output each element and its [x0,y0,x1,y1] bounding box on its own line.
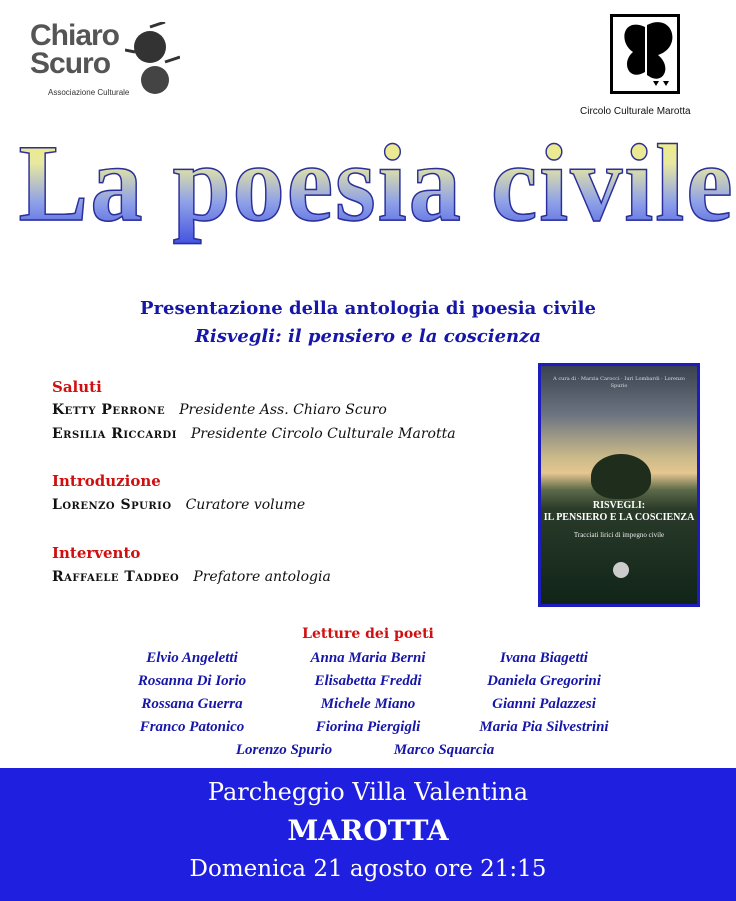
tree-image [591,454,651,499]
entry-role: Presidente Ass. Chiaro Scuro [179,402,387,418]
entry-role: Presidente Circolo Culturale Marotta [190,426,456,442]
entry-name: Lorenzo Spurio [52,497,172,513]
circolo-marotta-logo [610,14,680,94]
ink-splash-icon [125,22,180,102]
book-curators: A cura di · Marzia Carocci · Iuri Lombardi · Lorenzo Spurio [553,376,685,389]
poet-name: Elisabetta Freddi [314,673,422,689]
program-entry [52,569,331,585]
entry-name: Raffaele Taddeo [52,569,180,585]
poet-name: Gianni Palazzesi [492,696,596,712]
entry-role: Prefatore antologia [193,569,331,585]
circolo-caption: Circolo Culturale Marotta [580,106,691,117]
poet-name: Rossana Guerra [141,696,243,712]
subtitle-line2: Risvegli: il pensiero e la coscienza [194,326,542,347]
event-city: MAROTTA [287,814,449,847]
event-info-band [0,768,736,901]
poet-name: Franco Patonico [139,719,245,735]
poet-name: Anna Maria Berni [310,650,426,666]
book-title [541,500,697,524]
program-entry [52,402,387,418]
chiaroscuro-logo [30,19,180,107]
logo-subtext: Associazione Culturale [48,88,130,97]
logo-text-2: Scuro [30,47,111,80]
poet-name: Elvio Angeletti [146,650,238,666]
book-cover [538,363,700,607]
entry-role: Curatore volume [185,497,306,513]
entry-name: Ersilia Riccardi [52,426,177,442]
publisher-seal-icon [613,562,629,578]
page-title: La poesia civile [19,118,735,248]
butterfly-icon [613,17,677,91]
book-subtitle: Tracciati lirici di impegno civile [573,531,665,539]
readings-heading: Letture dei poeti [302,626,434,642]
poet-name: Ivana Biagetti [500,650,588,666]
program-entry [52,426,456,442]
program-entry [52,497,305,513]
event-place: Parcheggio Villa Valentina [207,778,529,806]
event-date: Domenica 21 agosto ore 21:15 [189,856,547,882]
section-heading-intervento: Intervento [52,544,141,562]
poet-name: Maria Pia Silvestrini [479,719,609,735]
section-heading-saluti: Saluti [52,378,102,396]
subtitle-line1: Presentazione della antologia di poesia civile [140,298,596,319]
book-title-1: RISVEGLI: [592,500,646,511]
book-title-2: IL PENSIERO E LA COSCIENZA [543,512,695,523]
poet-name: Marco Squarcia [393,742,495,758]
entry-name: Ketty Perrone [52,402,166,418]
logo-text-1: Chiaro [30,19,120,52]
title-container [0,118,736,258]
poet-name: Michele Miano [320,696,416,712]
poet-name: Daniela Gregorini [487,673,601,689]
section-heading-introduzione: Introduzione [52,472,161,490]
poet-name: Lorenzo Spurio [235,742,333,758]
poet-name: Rosanna Di Iorio [137,673,247,689]
poet-name: Fiorina Piergigli [315,719,421,735]
